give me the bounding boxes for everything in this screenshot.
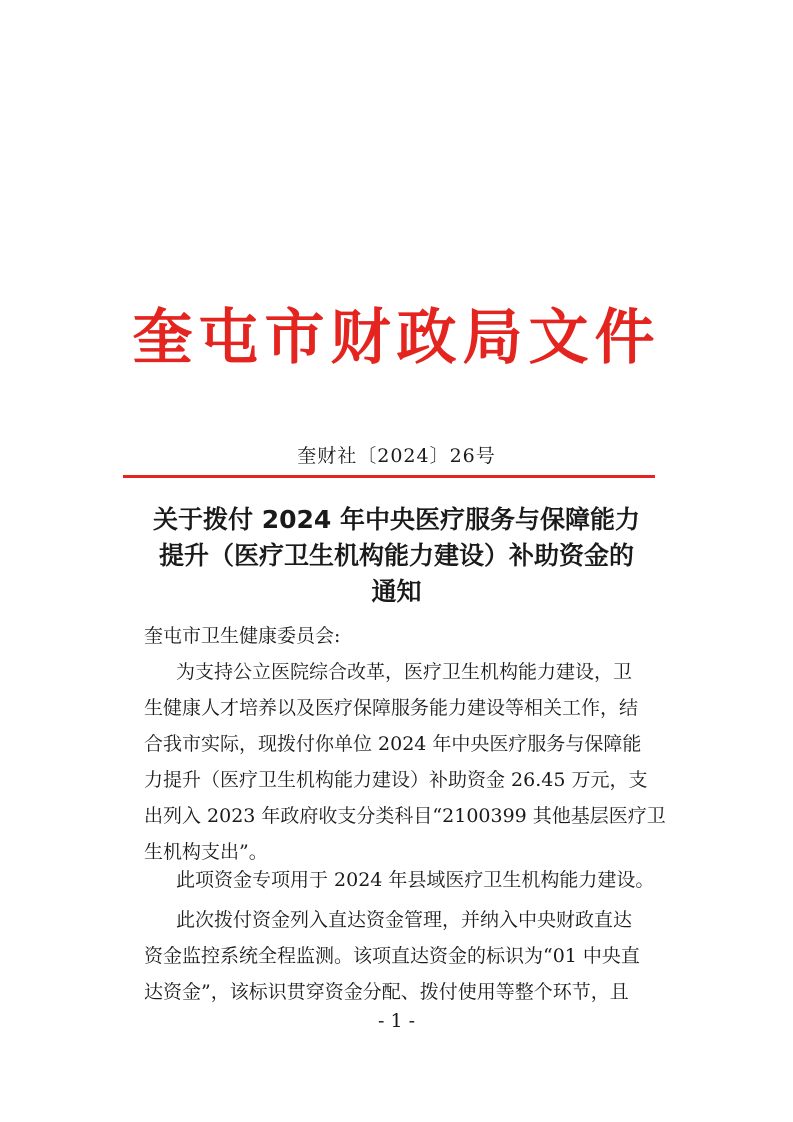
document-title-line: 通知 [371,577,422,606]
paragraph-line: 合我市实际，现拨付你单位 2024 年中央医疗服务与保障能 [144,733,642,755]
paragraph-line: 生机构支出”。 [144,841,268,863]
red-divider-line [123,475,655,478]
body-paragraph-2 [144,862,658,898]
paragraph-line: 生健康人才培养以及医疗保障服务能力建设等相关工作，结 [144,697,639,719]
body-paragraph-3 [144,902,658,1010]
document-title-line: 提升（医疗卫生机构能力建设）补助资金的 [158,541,634,570]
page-number: - 1 - [377,1010,415,1032]
paragraph-line: 力提升（医疗卫生机构能力建设）补助资金 26.45 万元，支 [144,769,648,791]
paragraph-line: 此次拨付资金列入直达资金管理，并纳入中央财政直达 [176,909,633,931]
paragraph-line: 资金监控系统全程监测。该项直达资金的标识为“01 中央直 [144,945,640,967]
document-title-line: 关于拨付 2024 年中央医疗服务与保障能力 [153,505,640,534]
paragraph-line: 为支持公立医院综合改革，医疗卫生机构能力建设，卫 [176,661,633,683]
paragraph-line: 出列入 2023 年政府收支分类科目“2100399 其他基层医疗卫 [144,805,666,827]
document-number: 奎财社〔2024〕26号 [297,445,496,467]
paragraph-line: 达资金”，该标识贯穿资金分配、拨付使用等整个环节，且 [144,981,629,1003]
document-title [120,502,673,610]
recipient-line: 奎屯市卫生健康委员会: [144,625,341,647]
issuer-header: 奎屯市财政局文件 [132,303,661,373]
paragraph-line: 此项资金专项用于 2024 年县域医疗卫生机构能力建设。 [176,869,655,891]
body-paragraph-1 [144,654,666,870]
